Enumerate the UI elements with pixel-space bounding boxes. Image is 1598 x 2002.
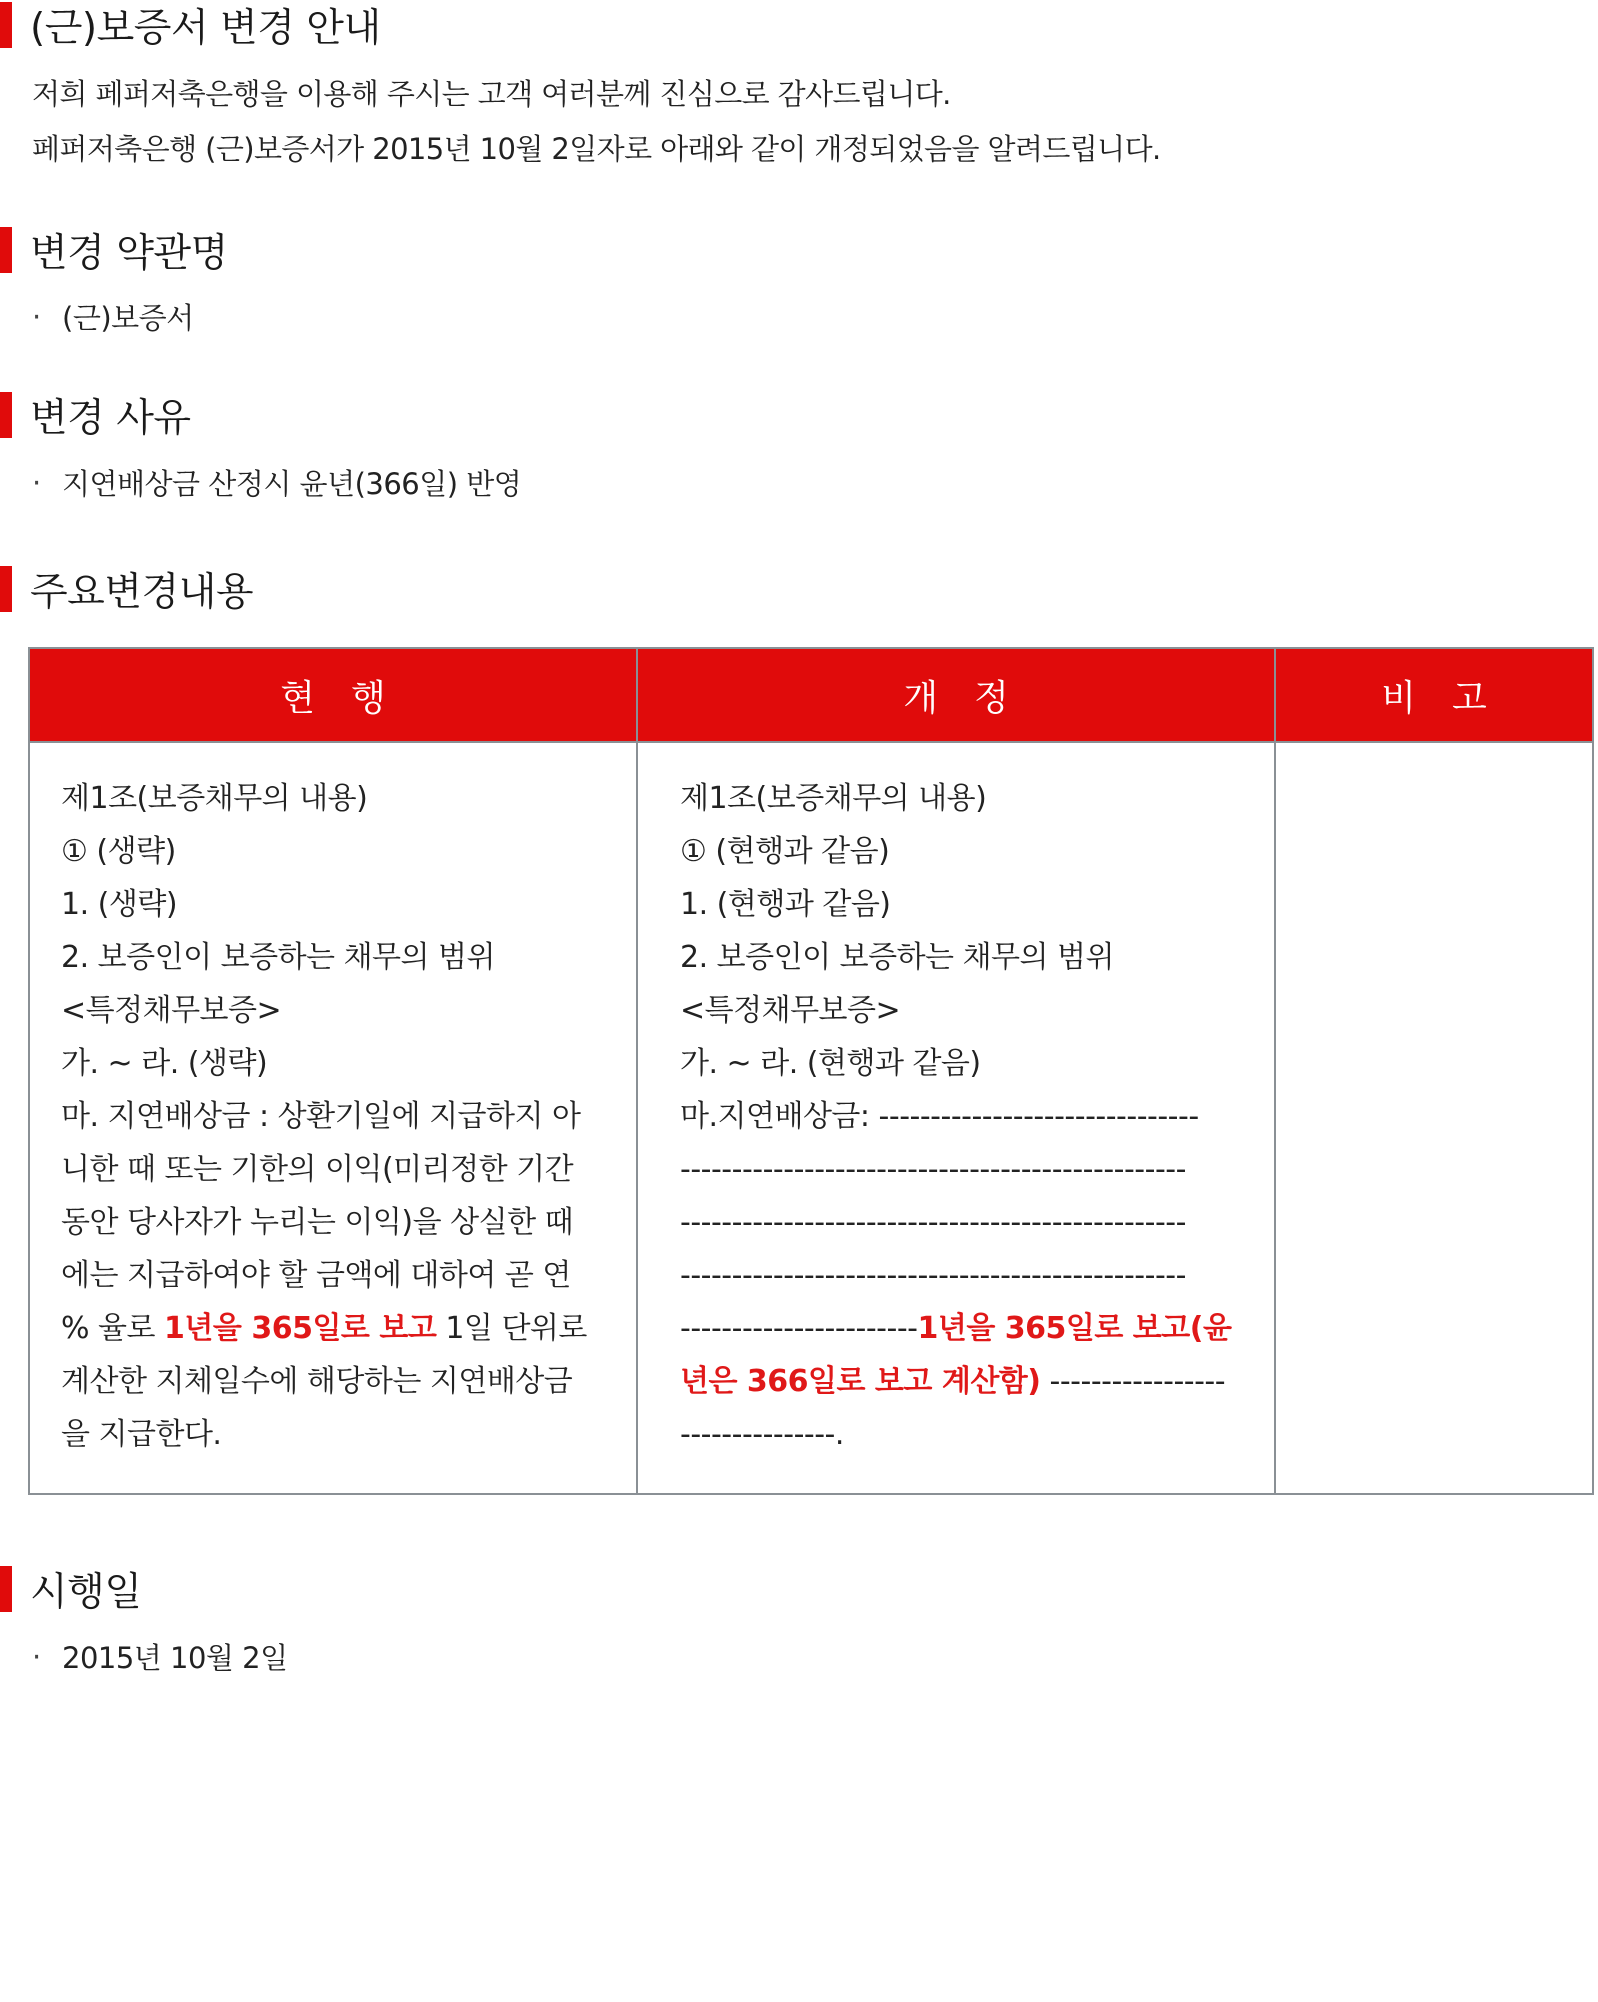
table-cell-line: 1. (현행과 같음): [680, 887, 891, 922]
column-divider: [1274, 649, 1276, 1493]
table-cell-line: 계산한 지체일수에 해당하는 지연배상금: [61, 1364, 573, 1399]
highlighted-text: 1년을 365일로 보고: [164, 1311, 437, 1346]
table-cell-line: [61, 1302, 587, 1355]
section-marker: [0, 566, 12, 612]
table-cell-line: 니한 때 또는 기한의 이익(미리정한 기간: [61, 1152, 574, 1187]
highlighted-text: 년은 366일로 보고 계산함): [680, 1364, 1041, 1399]
column-header-note: 비고: [1381, 677, 1523, 719]
table-cell-line: ① (현행과 같음): [680, 834, 890, 869]
current-cell: [61, 772, 587, 1461]
section-marker: [0, 1566, 12, 1612]
section-marker: [0, 2, 12, 48]
list-item: [32, 296, 194, 337]
text-segment: % 율로: [61, 1311, 165, 1346]
table-cell-line: 제1조(보증채무의 내용): [61, 781, 368, 816]
bullet-icon: ·: [32, 299, 41, 334]
column-header-revised: 개정: [903, 677, 1045, 719]
bullet-icon: ·: [32, 1639, 41, 1674]
table-cell-line: 마.지연배상금: -------------------------------: [680, 1099, 1199, 1134]
highlighted-text: 1년을 365일로 보고(윤: [917, 1311, 1232, 1346]
list-item-text: (근)보증서: [62, 301, 194, 335]
table-cell-line: <특정채무보증>: [680, 993, 901, 1028]
revised-cell: [680, 772, 1231, 1461]
table-cell-line: <특정채무보증>: [61, 993, 282, 1028]
intro-line-2: 페퍼저축은행 (근)보증서가 2015년 10월 2일자로 아래와 같이 개정되었음을 알려드립니다.: [32, 132, 1161, 166]
table-cell-line: 2. 보증인이 보증하는 채무의 범위: [61, 940, 496, 975]
bullet-icon: ·: [32, 465, 41, 500]
table-cell-line: ① (생략): [61, 834, 176, 869]
section-changes-heading: [0, 566, 254, 615]
table-cell-line: [680, 1302, 1231, 1355]
list-item: [32, 462, 521, 503]
section-title: 주요변경내용: [30, 570, 254, 615]
table-cell-line: -------------------------------------------------: [680, 1152, 1186, 1187]
table-cell-line: -------------------------------------------------: [680, 1205, 1186, 1240]
table-cell-line: [680, 1355, 1231, 1408]
intro-line-1: 저희 페퍼저축은행을 이용해 주시는 고객 여러분께 진심으로 감사드립니다.: [32, 77, 951, 111]
table-cell-line: 동안 당사자가 누리는 이익)을 상실한 때: [61, 1205, 574, 1240]
table-cell-line: 마. 지연배상금 : 상환기일에 지급하지 아: [61, 1099, 581, 1134]
table-cell-line: 을 지급한다.: [61, 1417, 222, 1452]
table-cell-line: 에는 지급하여야 할 금액에 대하여 곧 연: [61, 1258, 571, 1293]
table-cell-line: ---------------.: [680, 1417, 844, 1452]
table-cell-line: -------------------------------------------------: [680, 1258, 1186, 1293]
list-item-text: 지연배상금 산정시 윤년(366일) 반영: [62, 467, 522, 501]
list-item: [32, 1636, 288, 1677]
text-segment: 1일 단위로: [436, 1311, 587, 1346]
column-divider: [636, 649, 638, 1493]
table-cell-line: 가. ~ 라. (생략): [61, 1046, 268, 1081]
table-cell-line: 2. 보증인이 보증하는 채무의 범위: [680, 940, 1115, 975]
section-title: 변경 사유: [30, 396, 191, 441]
changes-table: [28, 647, 1594, 1495]
table-cell-line: 가. ~ 라. (현행과 같음): [680, 1046, 981, 1081]
section-title: 시행일: [30, 1570, 142, 1615]
table-header-row: [30, 649, 1592, 743]
section-terms-heading: [0, 227, 228, 276]
section-title: 변경 약관명: [30, 231, 228, 276]
section-marker: [0, 227, 12, 273]
text-segment: -----------------: [1040, 1364, 1226, 1399]
table-cell-line: 1. (생략): [61, 887, 178, 922]
section-reason-heading: [0, 392, 191, 441]
page-title: (근)보증서 변경 안내: [30, 6, 381, 51]
list-item-text: 2015년 10월 2일: [62, 1641, 288, 1675]
notice-title: [0, 2, 381, 51]
table-cell-line: 제1조(보증채무의 내용): [680, 781, 987, 816]
section-effective-heading: [0, 1566, 142, 1615]
text-segment: -----------------------: [680, 1311, 918, 1346]
column-header-current: 현행: [280, 677, 422, 719]
section-marker: [0, 392, 12, 438]
